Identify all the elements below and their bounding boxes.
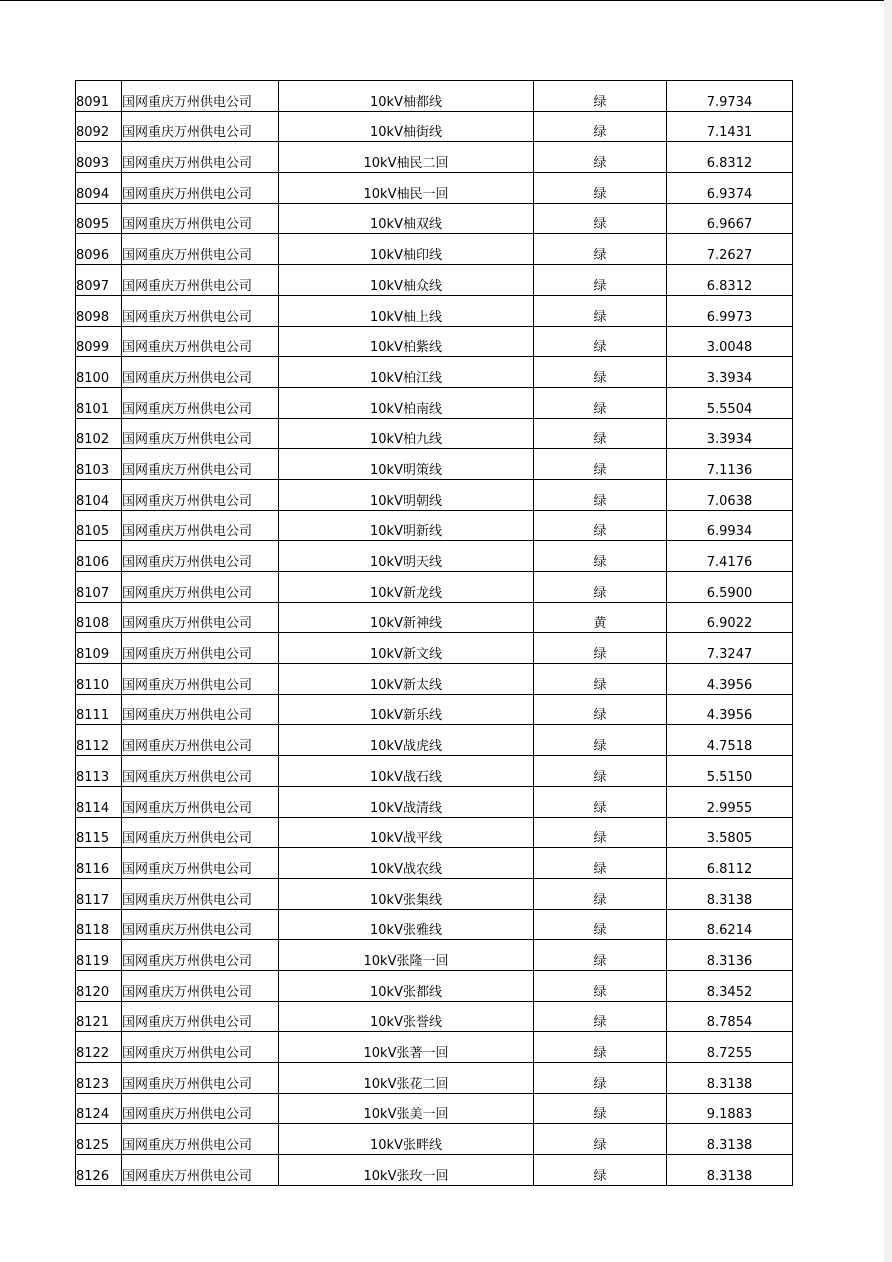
table-row <box>76 602 793 633</box>
value-cell: 6.9374 <box>667 173 793 204</box>
status-cell: 黄 <box>534 602 667 633</box>
value-cell: 2.9955 <box>667 786 793 817</box>
value-cell: 7.3247 <box>667 633 793 664</box>
status-cell: 绿 <box>534 111 667 142</box>
table-row <box>76 1001 793 1032</box>
table-row <box>76 940 793 971</box>
company-name: 国网重庆万州供电公司 <box>122 1093 279 1124</box>
status-cell: 绿 <box>534 387 667 418</box>
value-cell: 3.3934 <box>667 357 793 388</box>
line-name: 10kV明朝线 <box>279 479 534 510</box>
table-row <box>76 817 793 848</box>
company-name: 国网重庆万州供电公司 <box>122 173 279 204</box>
line-name: 10kV明策线 <box>279 449 534 480</box>
status-cell: 绿 <box>534 265 667 296</box>
line-name: 10kV明天线 <box>279 541 534 572</box>
row-number: 8103 <box>76 449 122 480</box>
company-name: 国网重庆万州供电公司 <box>122 111 279 142</box>
company-name: 国网重庆万州供电公司 <box>122 326 279 357</box>
row-number: 8122 <box>76 1032 122 1063</box>
value-cell: 4.7518 <box>667 725 793 756</box>
status-cell: 绿 <box>534 357 667 388</box>
line-name: 10kV新乐线 <box>279 694 534 725</box>
table-row <box>76 418 793 449</box>
table-row <box>76 970 793 1001</box>
value-cell: 9.1883 <box>667 1093 793 1124</box>
value-cell: 8.3138 <box>667 1124 793 1155</box>
status-cell: 绿 <box>534 326 667 357</box>
table-row <box>76 449 793 480</box>
line-name: 10kV新文线 <box>279 633 534 664</box>
status-cell: 绿 <box>534 940 667 971</box>
page-top-border <box>0 0 892 1</box>
company-name: 国网重庆万州供电公司 <box>122 449 279 480</box>
row-number: 8119 <box>76 940 122 971</box>
row-number: 8124 <box>76 1093 122 1124</box>
status-cell: 绿 <box>534 572 667 603</box>
status-cell: 绿 <box>534 449 667 480</box>
line-name: 10kV战石线 <box>279 756 534 787</box>
company-name: 国网重庆万州供电公司 <box>122 1063 279 1094</box>
value-cell: 6.9022 <box>667 602 793 633</box>
status-cell: 绿 <box>534 1155 667 1186</box>
table-row <box>76 909 793 940</box>
line-name: 10kV张誉线 <box>279 1001 534 1032</box>
company-name: 国网重庆万州供电公司 <box>122 664 279 695</box>
value-cell: 8.3452 <box>667 970 793 1001</box>
row-number: 8107 <box>76 572 122 603</box>
status-cell: 绿 <box>534 479 667 510</box>
company-name: 国网重庆万州供电公司 <box>122 357 279 388</box>
line-name: 10kV张玫一回 <box>279 1155 534 1186</box>
line-name: 10kV张集线 <box>279 878 534 909</box>
table-row <box>76 1032 793 1063</box>
row-number: 8115 <box>76 817 122 848</box>
company-name: 国网重庆万州供电公司 <box>122 1124 279 1155</box>
line-name: 10kV张畔线 <box>279 1124 534 1155</box>
value-cell: 3.5805 <box>667 817 793 848</box>
row-number: 8116 <box>76 848 122 879</box>
line-name: 10kV柚众线 <box>279 265 534 296</box>
table-row <box>76 234 793 265</box>
line-name: 10kV张雅线 <box>279 909 534 940</box>
line-name: 10kV张隆一回 <box>279 940 534 971</box>
line-name: 10kV新龙线 <box>279 572 534 603</box>
status-cell: 绿 <box>534 756 667 787</box>
status-cell: 绿 <box>534 1063 667 1094</box>
row-number: 8100 <box>76 357 122 388</box>
row-number: 8101 <box>76 387 122 418</box>
row-number: 8121 <box>76 1001 122 1032</box>
value-cell: 7.2627 <box>667 234 793 265</box>
table-row <box>76 510 793 541</box>
company-name: 国网重庆万州供电公司 <box>122 848 279 879</box>
row-number: 8114 <box>76 786 122 817</box>
company-name: 国网重庆万州供电公司 <box>122 234 279 265</box>
row-number: 8117 <box>76 878 122 909</box>
company-name: 国网重庆万州供电公司 <box>122 510 279 541</box>
status-cell: 绿 <box>534 1001 667 1032</box>
value-cell: 6.8112 <box>667 848 793 879</box>
row-number: 8098 <box>76 295 122 326</box>
value-cell: 6.8312 <box>667 142 793 173</box>
company-name: 国网重庆万州供电公司 <box>122 970 279 1001</box>
feeder-table-body <box>76 81 793 1186</box>
table-row <box>76 786 793 817</box>
status-cell: 绿 <box>534 81 667 112</box>
value-cell: 7.1431 <box>667 111 793 142</box>
company-name: 国网重庆万州供电公司 <box>122 479 279 510</box>
line-name: 10kV张花二回 <box>279 1063 534 1094</box>
row-number: 8108 <box>76 602 122 633</box>
value-cell: 4.3956 <box>667 694 793 725</box>
page-right-edge <box>884 0 892 1262</box>
line-name: 10kV柚双线 <box>279 203 534 234</box>
table-row <box>76 203 793 234</box>
table-row <box>76 173 793 204</box>
line-name: 10kV张著一回 <box>279 1032 534 1063</box>
line-name: 10kV柏江线 <box>279 357 534 388</box>
line-name: 10kV柚民一回 <box>279 173 534 204</box>
table-row <box>76 357 793 388</box>
line-name: 10kV柚街线 <box>279 111 534 142</box>
value-cell: 8.3138 <box>667 1155 793 1186</box>
row-number: 8110 <box>76 664 122 695</box>
line-name: 10kV明新线 <box>279 510 534 541</box>
row-number: 8104 <box>76 479 122 510</box>
row-number: 8118 <box>76 909 122 940</box>
status-cell: 绿 <box>534 510 667 541</box>
table-row <box>76 111 793 142</box>
status-cell: 绿 <box>534 878 667 909</box>
status-cell: 绿 <box>534 817 667 848</box>
value-cell: 8.3136 <box>667 940 793 971</box>
status-cell: 绿 <box>534 173 667 204</box>
line-name: 10kV张都线 <box>279 970 534 1001</box>
status-cell: 绿 <box>534 418 667 449</box>
table-row <box>76 572 793 603</box>
line-name: 10kV张美一回 <box>279 1093 534 1124</box>
line-name: 10kV新太线 <box>279 664 534 695</box>
row-number: 8111 <box>76 694 122 725</box>
row-number: 8096 <box>76 234 122 265</box>
value-cell: 8.7854 <box>667 1001 793 1032</box>
table-row <box>76 1155 793 1186</box>
company-name: 国网重庆万州供电公司 <box>122 142 279 173</box>
status-cell: 绿 <box>534 909 667 940</box>
status-cell: 绿 <box>534 725 667 756</box>
line-name: 10kV柚都线 <box>279 81 534 112</box>
value-cell: 6.8312 <box>667 265 793 296</box>
table-row <box>76 541 793 572</box>
row-number: 8125 <box>76 1124 122 1155</box>
value-cell: 7.9734 <box>667 81 793 112</box>
company-name: 国网重庆万州供电公司 <box>122 878 279 909</box>
value-cell: 8.3138 <box>667 878 793 909</box>
row-number: 8097 <box>76 265 122 296</box>
value-cell: 7.1136 <box>667 449 793 480</box>
value-cell: 7.4176 <box>667 541 793 572</box>
line-name: 10kV战清线 <box>279 786 534 817</box>
company-name: 国网重庆万州供电公司 <box>122 203 279 234</box>
value-cell: 6.9934 <box>667 510 793 541</box>
table-row <box>76 1124 793 1155</box>
value-cell: 8.3138 <box>667 1063 793 1094</box>
row-number: 8109 <box>76 633 122 664</box>
value-cell: 5.5504 <box>667 387 793 418</box>
company-name: 国网重庆万州供电公司 <box>122 81 279 112</box>
company-name: 国网重庆万州供电公司 <box>122 387 279 418</box>
company-name: 国网重庆万州供电公司 <box>122 725 279 756</box>
company-name: 国网重庆万州供电公司 <box>122 633 279 664</box>
company-name: 国网重庆万州供电公司 <box>122 541 279 572</box>
value-cell: 6.9667 <box>667 203 793 234</box>
company-name: 国网重庆万州供电公司 <box>122 909 279 940</box>
status-cell: 绿 <box>534 1032 667 1063</box>
row-number: 8120 <box>76 970 122 1001</box>
company-name: 国网重庆万州供电公司 <box>122 817 279 848</box>
table-row <box>76 81 793 112</box>
status-cell: 绿 <box>534 1093 667 1124</box>
table-row <box>76 756 793 787</box>
status-cell: 绿 <box>534 694 667 725</box>
line-name: 10kV柚民二回 <box>279 142 534 173</box>
company-name: 国网重庆万州供电公司 <box>122 694 279 725</box>
table-row <box>76 664 793 695</box>
row-number: 8099 <box>76 326 122 357</box>
value-cell: 8.7255 <box>667 1032 793 1063</box>
table-row <box>76 725 793 756</box>
row-number: 8094 <box>76 173 122 204</box>
company-name: 国网重庆万州供电公司 <box>122 756 279 787</box>
value-cell: 3.3934 <box>667 418 793 449</box>
status-cell: 绿 <box>534 142 667 173</box>
value-cell: 3.0048 <box>667 326 793 357</box>
company-name: 国网重庆万州供电公司 <box>122 940 279 971</box>
company-name: 国网重庆万州供电公司 <box>122 602 279 633</box>
table-row <box>76 387 793 418</box>
status-cell: 绿 <box>534 203 667 234</box>
row-number: 8126 <box>76 1155 122 1186</box>
line-name: 10kV柚印线 <box>279 234 534 265</box>
row-number: 8105 <box>76 510 122 541</box>
table-row <box>76 633 793 664</box>
company-name: 国网重庆万州供电公司 <box>122 265 279 296</box>
row-number: 8095 <box>76 203 122 234</box>
company-name: 国网重庆万州供电公司 <box>122 1032 279 1063</box>
row-number: 8106 <box>76 541 122 572</box>
row-number: 8112 <box>76 725 122 756</box>
row-number: 8091 <box>76 81 122 112</box>
feeder-table <box>75 80 793 1186</box>
company-name: 国网重庆万州供电公司 <box>122 418 279 449</box>
table-row <box>76 848 793 879</box>
company-name: 国网重庆万州供电公司 <box>122 1001 279 1032</box>
status-cell: 绿 <box>534 1124 667 1155</box>
status-cell: 绿 <box>534 541 667 572</box>
table-row <box>76 1063 793 1094</box>
line-name: 10kV战农线 <box>279 848 534 879</box>
line-name: 10kV战平线 <box>279 817 534 848</box>
status-cell: 绿 <box>534 234 667 265</box>
value-cell: 8.6214 <box>667 909 793 940</box>
line-name: 10kV柚上线 <box>279 295 534 326</box>
line-name: 10kV柏九线 <box>279 418 534 449</box>
status-cell: 绿 <box>534 295 667 326</box>
line-name: 10kV柏紫线 <box>279 326 534 357</box>
table-row <box>76 479 793 510</box>
table-row <box>76 265 793 296</box>
value-cell: 7.0638 <box>667 479 793 510</box>
table-row <box>76 142 793 173</box>
row-number: 8093 <box>76 142 122 173</box>
company-name: 国网重庆万州供电公司 <box>122 295 279 326</box>
row-number: 8113 <box>76 756 122 787</box>
row-number: 8102 <box>76 418 122 449</box>
company-name: 国网重庆万州供电公司 <box>122 786 279 817</box>
status-cell: 绿 <box>534 848 667 879</box>
value-cell: 6.9973 <box>667 295 793 326</box>
table-row <box>76 1093 793 1124</box>
status-cell: 绿 <box>534 633 667 664</box>
table-row <box>76 694 793 725</box>
company-name: 国网重庆万州供电公司 <box>122 572 279 603</box>
line-name: 10kV新神线 <box>279 602 534 633</box>
row-number: 8092 <box>76 111 122 142</box>
row-number: 8123 <box>76 1063 122 1094</box>
value-cell: 4.3956 <box>667 664 793 695</box>
table-row <box>76 326 793 357</box>
line-name: 10kV柏南线 <box>279 387 534 418</box>
status-cell: 绿 <box>534 786 667 817</box>
value-cell: 6.5900 <box>667 572 793 603</box>
table-row <box>76 295 793 326</box>
value-cell: 5.5150 <box>667 756 793 787</box>
company-name: 国网重庆万州供电公司 <box>122 1155 279 1186</box>
status-cell: 绿 <box>534 664 667 695</box>
status-cell: 绿 <box>534 970 667 1001</box>
table-row <box>76 878 793 909</box>
line-name: 10kV战虎线 <box>279 725 534 756</box>
